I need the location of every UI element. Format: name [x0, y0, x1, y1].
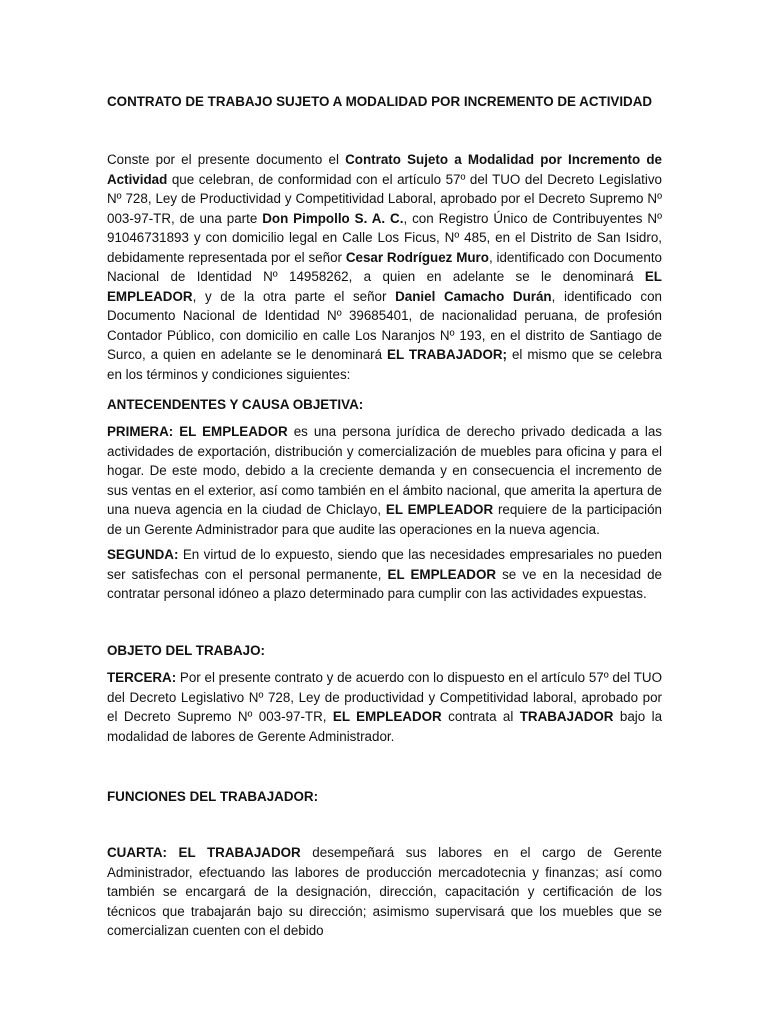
tercera-bold-1: TERCERA:: [107, 670, 177, 685]
intro-text-4: , identificado con Documento Nacional de Identidad Nº 14958262, a quien en adelante se le denominará: [107, 249, 662, 284]
document-title: CONTRATO DE TRABAJO SUJETO A MODALIDAD POR INCREMENTO DE ACTIVIDAD: [107, 94, 653, 109]
intro-text-1: Conste por el presente documento el: [107, 152, 346, 167]
tercera-bold-3: TRABAJADOR: [519, 709, 614, 724]
intro-text-7: el mismo que se celebra en los términos y condiciones siguientes:: [107, 347, 662, 382]
cuarta-bold-1: CUARTA: EL TRABAJADOR: [107, 845, 301, 860]
primera-text-1: es una persona jurídica de derecho privado dedicada a las actividades de exportación, distribución y comercialización de muebles para oficina y para el hogar. De este modo, debido a la creciente demanda y en consecuencia el incremento de sus ventas en el exterior, así como también en el ámbito nacional, que amerita la apertura de una nueva agencia en la ciudad de Chiclayo,: [107, 424, 662, 517]
clause-segunda: [107, 545, 662, 604]
intro-bold-1: Contrato Sujeto a Modalidad por Incremento de Actividad: [107, 152, 662, 187]
clause-primera: [107, 422, 662, 539]
intro-bold-6: EL TRABAJADOR;: [387, 347, 508, 362]
intro-text-6: , identificado con Documento Nacional de Identidad Nº 39685401, de nacionalidad peruana, de profesión Contador Público, con domicilio en calle Los Naranjos Nº 193, en el distrito de Santiago de Surco, a quien en adelante se le denominará: [107, 288, 662, 362]
section-heading-funciones: FUNCIONES DEL TRABAJADOR:: [107, 789, 319, 804]
tercera-text-3: bajo la modalidad de labores de Gerente Administrador.: [107, 709, 663, 744]
intro-text-2: que celebran, de conformidad con el artículo 57º del TUO del Decreto Legislativo Nº 728, Ley de Productividad y Competitividad Laboral, aprobado por el Decreto Supremo Nº 003-97-TR, de una parte: [107, 171, 662, 226]
cuarta-text-1: desempeñará sus labores en el cargo de Gerente Administrador, efectuando las labores de producción mercadotecnia y finanzas; así como también se encargará de la designación, dirección, capacitación y certificación de los técnicos que trabajarán bajo su dirección; asimismo supervisará que los muebles que se comercializan cuenten con el debido: [107, 845, 662, 938]
section-heading-objeto: OBJETO DEL TRABAJO:: [107, 643, 265, 658]
primera-bold-1: PRIMERA: EL EMPLEADOR: [107, 424, 288, 439]
tercera-bold-2: EL EMPLEADOR: [332, 709, 442, 724]
tercera-text-2: contrata al: [441, 709, 520, 724]
intro-paragraph: [107, 150, 662, 384]
intro-bold-3: Cesar Rodríguez Muro: [345, 249, 489, 265]
clause-tercera: [107, 668, 662, 746]
segunda-text-2: se ve en la necesidad de contratar personal idóneo a plazo determinado para cumplir con las actividades expuestas.: [107, 566, 662, 601]
intro-text-5: , y de la otra parte el señor: [192, 288, 396, 304]
intro-bold-2: Don Pimpollo S. A. C.: [262, 210, 404, 226]
intro-text-3: , con Registro Único de Contribuyentes Nº 91046731893 y con domicilio legal en Calle Los Ficus, Nº 485, en el Distrito de San Isidro, debidamente representada por el señor: [107, 210, 662, 265]
intro-bold-4: EL EMPLEADOR: [107, 269, 662, 304]
section-heading-antecedentes: ANTECENDENTES Y CAUSA OBJETIVA:: [107, 397, 364, 412]
primera-bold-2: EL EMPLEADOR: [385, 502, 494, 517]
segunda-bold-2: EL EMPLEADOR: [387, 566, 497, 582]
segunda-text-1: En virtud de lo expuesto, siendo que las necesidades empresariales no pueden ser satisfechas con el personal permanente,: [107, 547, 662, 582]
clause-cuarta: [107, 843, 662, 941]
primera-text-2: requiere de la participación de un Gerente Administrador para que audite las operaciones en la nueva agencia.: [107, 502, 662, 537]
segunda-bold-1: SEGUNDA:: [107, 547, 179, 562]
tercera-text-1: Por el presente contrato y de acuerdo con lo dispuesto en el artículo 57º del TUO del Decreto Legislativo Nº 728, Ley de productividad y Competitividad laboral, aprobado por el Decreto Supremo Nº 003-97-TR,: [107, 670, 662, 724]
intro-bold-5: Daniel Camacho Durán: [395, 288, 552, 304]
